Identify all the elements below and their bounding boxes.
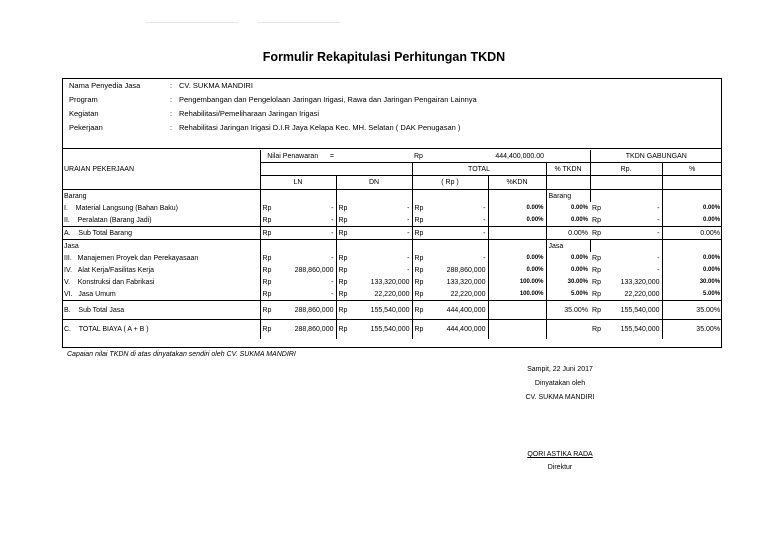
faint-line xyxy=(258,22,340,23)
total-value: - xyxy=(432,227,488,240)
section-barang: Barang xyxy=(64,192,87,200)
gab-pct-value: 0.00% xyxy=(662,214,722,227)
row-text: TOTAL BIAYA ( A + B ) xyxy=(78,325,149,333)
row-number: II. xyxy=(64,216,70,224)
tkdn-value: 30.00% xyxy=(546,276,590,288)
kdn-value xyxy=(488,301,546,320)
row-label xyxy=(62,288,260,301)
footnote: Capaian nilai TKDN di atas dinyatakan sendiri oleh CV. SUKMA MANDIRI xyxy=(67,351,296,358)
gab-pct-value: 5.00% xyxy=(662,288,722,301)
gab-rp-value: 22,220,000 xyxy=(624,290,660,298)
nilai-penawaran-text: Nilai Penawaran xyxy=(267,152,319,160)
signatory-name: QORI ASTIKA RADA xyxy=(527,451,593,458)
table-row xyxy=(62,276,722,288)
dn-value: - xyxy=(407,204,410,212)
total-row xyxy=(62,320,722,339)
kdn-value: 0.00% xyxy=(488,214,546,227)
rp: Rp xyxy=(260,320,280,339)
rp: Rp xyxy=(260,202,280,214)
dn-header: DN xyxy=(336,176,412,190)
rp: Rp xyxy=(260,288,280,301)
section-row xyxy=(62,190,722,203)
row-text: Jasa Umum xyxy=(78,290,116,298)
dn-value: - xyxy=(407,254,410,262)
rp: Rp xyxy=(592,290,601,298)
gab-pct-header: % xyxy=(662,163,722,176)
info-label: Kegiatan xyxy=(69,109,99,118)
section-row xyxy=(62,240,722,253)
rp: Rp xyxy=(336,288,356,301)
row-label xyxy=(62,252,260,264)
rp: Rp xyxy=(412,227,432,240)
gab-rp-value: - xyxy=(606,214,662,227)
rp: Rp xyxy=(412,252,432,264)
page-title: Formulir Rekapitulasi Perhitungan TKDN xyxy=(262,50,506,64)
rp: Rp xyxy=(412,276,432,288)
dn-value: 155,540,000 xyxy=(356,320,412,339)
rp: Rp xyxy=(260,276,280,288)
ln-value: 288,860,000 xyxy=(280,320,336,339)
info-colon: : xyxy=(170,81,173,90)
rp: Rp xyxy=(336,202,356,214)
rp: Rp xyxy=(336,301,356,320)
tkdn-value: 0.00% xyxy=(546,202,590,214)
rp: Rp xyxy=(260,227,280,240)
ln-value: - xyxy=(331,254,334,262)
rp: Rp xyxy=(336,264,356,276)
subtotal-row xyxy=(62,301,722,320)
tkdn-table xyxy=(62,150,722,339)
kdn-value: 0.00% xyxy=(488,202,546,214)
header-uraian xyxy=(62,150,260,163)
row-text: Sub Total Barang xyxy=(78,229,132,237)
kdn-value xyxy=(488,320,546,339)
row-text: Material Langsung (Bahan Baku) xyxy=(75,204,179,212)
header-row xyxy=(62,150,722,163)
rp: Rp xyxy=(592,204,601,212)
table-row xyxy=(62,214,722,227)
table-row xyxy=(62,252,722,264)
rp: Rp xyxy=(336,320,356,339)
rp: Rp xyxy=(412,202,432,214)
rp: Rp xyxy=(412,264,432,276)
rp: Rp xyxy=(336,252,356,264)
gab-pct-value: 35.00% xyxy=(662,301,722,320)
rp-paren-header: ( Rp ) xyxy=(412,176,488,190)
divider xyxy=(62,148,722,149)
header-row xyxy=(62,176,722,190)
tkdn-value: 5.00% xyxy=(546,288,590,301)
row-label xyxy=(62,227,260,240)
spacer xyxy=(336,150,412,163)
rp: Rp xyxy=(260,264,280,276)
row-text: Konstruksi dan Fabrikasi xyxy=(77,278,155,286)
total-value: 288,860,000 xyxy=(446,266,486,274)
kdn-value: 100.00% xyxy=(488,288,546,301)
tkdn-value: 0.00% xyxy=(546,227,590,240)
row-text: Manajemen Proyek dan Perekayasaan xyxy=(77,254,199,262)
info-value: Rehabilitasi/Pemeliharaan Jaringan Irigasi xyxy=(179,109,320,118)
row-number: V. xyxy=(64,278,70,286)
rp: Rp xyxy=(592,266,601,274)
ln-value: - xyxy=(280,214,336,227)
rp: Rp xyxy=(412,320,432,339)
row-label xyxy=(62,301,260,320)
gab-rp-value: - xyxy=(606,227,662,240)
ln-value: 288,860,000 xyxy=(294,266,334,274)
row-text: Sub Total Jasa xyxy=(78,306,125,314)
row-text: Alat Kerja/Fasilitas Kerja xyxy=(77,266,155,274)
kdn-value xyxy=(488,227,546,240)
section-jasa: Jasa xyxy=(64,242,79,250)
info-label: Nama Penyedia Jasa xyxy=(69,81,141,90)
section-jasa-right: Jasa xyxy=(546,240,590,253)
spacer xyxy=(546,176,590,190)
row-number: VI. xyxy=(64,290,73,298)
rp: Rp xyxy=(590,227,606,240)
rp: Rp xyxy=(336,276,356,288)
signatory-position: Direktur xyxy=(547,464,573,471)
rp: Rp xyxy=(412,301,432,320)
spacer xyxy=(546,150,590,163)
company-name: CV. SUKMA MANDIRI xyxy=(525,394,595,401)
header-uraian: URAIAN PEKERJAAN xyxy=(64,165,135,173)
table-row xyxy=(62,288,722,301)
gab-rp-header: Rp. xyxy=(590,163,662,176)
rp: Rp xyxy=(592,254,601,262)
nilai-penawaran-value: 444,400,000.00 xyxy=(495,152,545,160)
ln-value: - xyxy=(331,204,334,212)
total-value: - xyxy=(483,254,486,262)
info-label: Pekerjaan xyxy=(69,123,103,132)
ln-value: - xyxy=(331,278,334,286)
row-label xyxy=(62,214,260,227)
gab-pct-value: 35.00% xyxy=(662,320,722,339)
ln-value: 288,860,000 xyxy=(280,301,336,320)
table-row xyxy=(62,202,722,214)
total-value: - xyxy=(432,214,488,227)
kdn-value: 0.00% xyxy=(488,252,546,264)
ln-value: - xyxy=(331,290,334,298)
total-value: - xyxy=(483,204,486,212)
info-colon: : xyxy=(170,95,173,104)
gab-rp-value: - xyxy=(657,266,660,274)
equals-sign: = xyxy=(329,152,334,160)
row-text: Peralatan (Barang Jadi) xyxy=(77,216,152,224)
dn-value: 133,320,000 xyxy=(370,278,410,286)
spacer xyxy=(662,176,722,190)
rp: Rp xyxy=(590,214,606,227)
rp: Rp xyxy=(260,301,280,320)
nilai-penawaran-label xyxy=(260,150,336,163)
table-row xyxy=(62,264,722,276)
tkdn-value xyxy=(546,320,590,339)
info-value: Pengembangan dan Pengelolaan Jaringan Irigasi, Rawa dan Jaringan Pengairan Lainnya xyxy=(179,95,477,104)
rp: Rp xyxy=(412,214,432,227)
info-value: Rehabilitasi Jaringan Irigasi D.I.R Jaya Kelapa Kec. MH. Selatan ( DAK Penugasan ) xyxy=(179,123,461,132)
info-value: CV. SUKMA MANDIRI xyxy=(179,81,253,90)
dn-value: - xyxy=(356,214,412,227)
rp: Rp xyxy=(590,320,606,339)
row-label xyxy=(62,320,260,339)
dn-value: - xyxy=(356,227,412,240)
rp: Rp xyxy=(412,288,432,301)
kdn-value: 100.00% xyxy=(488,276,546,288)
ln-value: - xyxy=(280,227,336,240)
gab-pct-value: 0.00% xyxy=(662,227,722,240)
faint-line xyxy=(146,22,238,23)
tkdn-value: 35.00% xyxy=(546,301,590,320)
subtotal-row xyxy=(62,227,722,240)
gab-rp-value: - xyxy=(657,254,660,262)
gab-pct-value: 30.00% xyxy=(662,276,722,288)
dn-value: 22,220,000 xyxy=(374,290,410,298)
rp: Rp xyxy=(336,214,356,227)
tkdn-gabungan-header: TKDN GABUNGAN xyxy=(590,150,722,163)
gab-pct-value: 0.00% xyxy=(662,202,722,214)
row-label xyxy=(62,202,260,214)
total-value: 444,400,000 xyxy=(432,301,488,320)
pct-tkdn-header: % TKDN xyxy=(546,163,590,176)
info-colon: : xyxy=(170,109,173,118)
kdn-value: 0.00% xyxy=(488,264,546,276)
rp: Rp xyxy=(260,252,280,264)
total-value: 444,400,000 xyxy=(432,320,488,339)
place-date: Sampit, 22 Juni 2017 xyxy=(527,366,593,373)
row-number: A. xyxy=(64,229,71,237)
spacer xyxy=(62,176,260,190)
gab-rp-value: 155,540,000 xyxy=(606,301,662,320)
gab-rp-value: 133,320,000 xyxy=(620,278,660,286)
dn-value: 155,540,000 xyxy=(356,301,412,320)
dn-value: - xyxy=(407,266,410,274)
rp: Rp xyxy=(590,301,606,320)
spacer xyxy=(260,163,412,176)
row-number: B. xyxy=(64,306,71,314)
tkdn-value: 0.00% xyxy=(546,214,590,227)
total-value: 22,220,000 xyxy=(450,290,486,298)
declared-by: Dinyatakan oleh xyxy=(534,380,586,387)
info-colon: : xyxy=(170,123,173,132)
gab-pct-value: 0.00% xyxy=(662,264,722,276)
header-row xyxy=(62,163,722,176)
tkdn-value: 0.00% xyxy=(546,264,590,276)
rp: Rp xyxy=(336,227,356,240)
total-value: 133,320,000 xyxy=(446,278,486,286)
gab-rp-value: 155,540,000 xyxy=(606,320,662,339)
rp: Rp xyxy=(592,278,601,286)
row-number: III. xyxy=(64,254,72,262)
section-barang-right: Barang xyxy=(546,190,590,203)
gab-rp-value: - xyxy=(657,204,660,212)
rp: Rp xyxy=(260,214,280,227)
row-number: C. xyxy=(64,325,71,333)
total-header: TOTAL xyxy=(412,163,546,176)
gab-pct-value: 0.00% xyxy=(662,252,722,264)
pct-kdn-header: %KDN xyxy=(488,176,546,190)
info-label: Program xyxy=(69,95,98,104)
row-label xyxy=(62,276,260,288)
row-number: I. xyxy=(64,204,68,212)
ln-header: LN xyxy=(260,176,336,190)
spacer xyxy=(590,176,662,190)
row-number: IV. xyxy=(64,266,72,274)
row-label xyxy=(62,264,260,276)
tkdn-value: 0.00% xyxy=(546,252,590,264)
nilai-rp: Rp xyxy=(414,152,423,160)
